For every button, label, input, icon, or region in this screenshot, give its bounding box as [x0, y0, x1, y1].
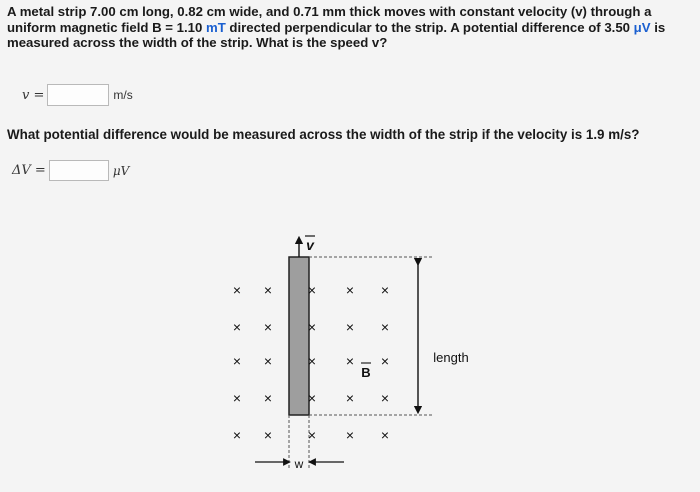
problem-text-2: directed perpendicular to the strip. A potential difference of 3.50 [225, 19, 634, 35]
field-cross: × [345, 319, 355, 335]
problem-text-1: A metal strip 7.00 cm long, 0.82 cm wide, and 0.71 mm thick moves with constant velocity (v) through a uniform magnetic field B = 1.10 [7, 4, 652, 35]
field-cross: × [307, 282, 317, 298]
potential-variable-label: ΔV = [12, 163, 46, 178]
field-cross: × [307, 390, 317, 406]
field-cross: × [263, 353, 273, 369]
field-cross: × [307, 427, 317, 443]
width-label: w [294, 457, 304, 471]
field-cross: × [232, 353, 242, 369]
field-cross: × [345, 390, 355, 406]
speed-variable-label: v = [22, 87, 45, 103]
field-cross: × [232, 390, 242, 406]
pd-unit: μV [633, 19, 651, 35]
field-cross: × [380, 390, 390, 406]
length-label: length [433, 350, 469, 365]
field-cross: × [232, 282, 242, 298]
field-cross: × [380, 427, 390, 443]
field-cross: × [263, 390, 273, 406]
field-cross: × [345, 427, 355, 443]
question-2-text: What potential difference would be measured across the width of the strip if the velocity is 1.9 m/s? [7, 127, 640, 142]
field-label: B [361, 365, 371, 380]
field-cross: × [307, 319, 317, 335]
problem-text-3: is measured across the width of the strip. What is the speed v? [7, 19, 666, 50]
field-cross: × [232, 319, 242, 335]
velocity-label: v [306, 237, 314, 253]
field-cross: × [380, 319, 390, 335]
field-cross: × [263, 319, 273, 335]
field-unit: mT [205, 19, 226, 35]
field-cross: × [263, 427, 273, 443]
field-cross: × [307, 353, 317, 369]
potential-unit-label: μV [112, 163, 130, 178]
field-cross: × [232, 427, 242, 443]
speed-unit-label: m/s [113, 88, 133, 102]
field-cross: × [345, 353, 355, 369]
field-cross: × [263, 282, 273, 298]
field-cross: × [380, 353, 390, 369]
field-cross: × [380, 282, 390, 298]
metal-strip [289, 257, 309, 415]
field-cross: × [345, 282, 355, 298]
